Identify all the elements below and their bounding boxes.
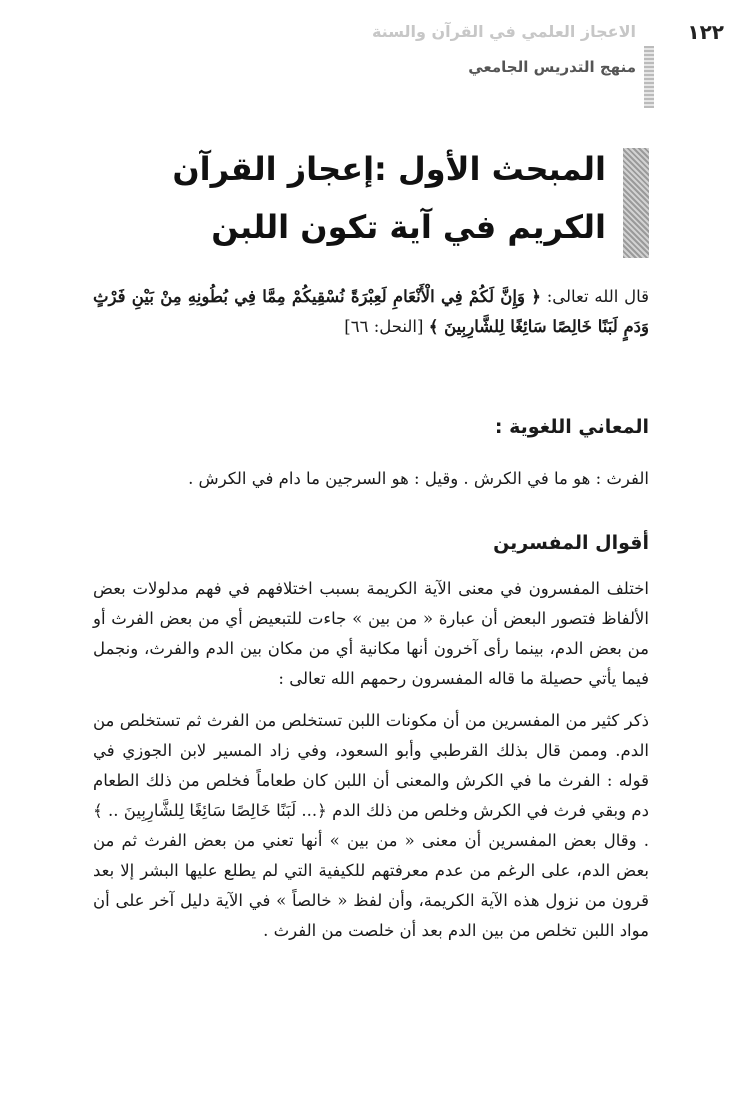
commentators-paragraph-1: اختلف المفسرون في معنى الآية الكريمة بسبب اختلافهم في فهم مدلولات بعض الألفاظ فتصور البعض أن عبارة « من بين » جاءت للتبعيض أي من بعض الفرث أو من بعض الدم، بينما رأى آخرون أنها مكانية أي من مكان بين الدم والفرث، ونجمل فيما يأتي حصيلة ما قاله المفسرون رحمهم الله تعالى : bbox=[93, 579, 649, 688]
verse-intro: قال الله تعالى: bbox=[540, 287, 649, 306]
page-number: ١٢٢ bbox=[687, 20, 724, 44]
section-title bbox=[166, 140, 606, 256]
linguistic-meanings-text: الفرث : هو ما في الكرش . وقيل : هو السرجين ما دام في الكرش . bbox=[188, 469, 649, 488]
commentators-heading: أقوال المفسرين bbox=[493, 532, 649, 554]
running-header bbox=[60, 20, 724, 90]
section-title-line-2: الكريم في آية تكون اللبن bbox=[211, 208, 606, 246]
book-title: الاعجاز العلمي في القرآن والسنة bbox=[371, 22, 636, 41]
commentators-paragraph-2: ذكر كثير من المفسرين من أن مكونات اللبن تستخلص من الفرث ثم تستخلص من الدم. وممن قال بذلك القرطبي وأبو السعود، وفي زاد المسير لابن الجوزي في قوله : الفرث ما في الكرش والمعنى أن اللبن كان طعاماً فخلص من ذلك الطعام دم وبقي فرث في الكرش وخلص من ذلك الدم ﴿... لَبَنًا خَالِصًا سَائِغًا لِلشَّارِبِينَ .. ﴾ . وقال بعض المفسرين أن معنى « من بين » أنها تعني من بعض الفرث ثم من بعض الدم، على الرغم من عدم معرفتهم للكيفية التي لم يطلع عليها البشر إلا بعد قرون من نزول هذه الآية الكريمة، وأن لفظ « خالصاً » في الآية دليل آخر على أن مواد اللبن تخلص من بين الدم بعد أن خلصت من الفرث . bbox=[93, 711, 649, 940]
section-title-bar bbox=[623, 148, 649, 258]
quran-verse bbox=[93, 282, 649, 342]
verse-text: ﴿ وَإِنَّ لَكُمْ فِي الْأَنْعَامِ لَعِبْرَةً نُسْقِيكُمْ مِمَّا فِي بُطُونِهِ مِنْ بَيْنِ فَرْثٍ وَدَمٍ لَبَنًا خَالِصًا سَائِغًا لِلشَّارِبِينَ ﴾ bbox=[93, 287, 649, 336]
verse-reference: [النحل: ٦٦] bbox=[344, 317, 429, 336]
book-subtitle: منهج التدريس الجامعي bbox=[468, 58, 636, 76]
section-title-line-1: المبحث الأول :إعجاز القرآن bbox=[172, 150, 606, 188]
linguistic-meanings-heading: المعاني اللغوية : bbox=[494, 416, 649, 438]
header-decoration bbox=[644, 46, 654, 108]
